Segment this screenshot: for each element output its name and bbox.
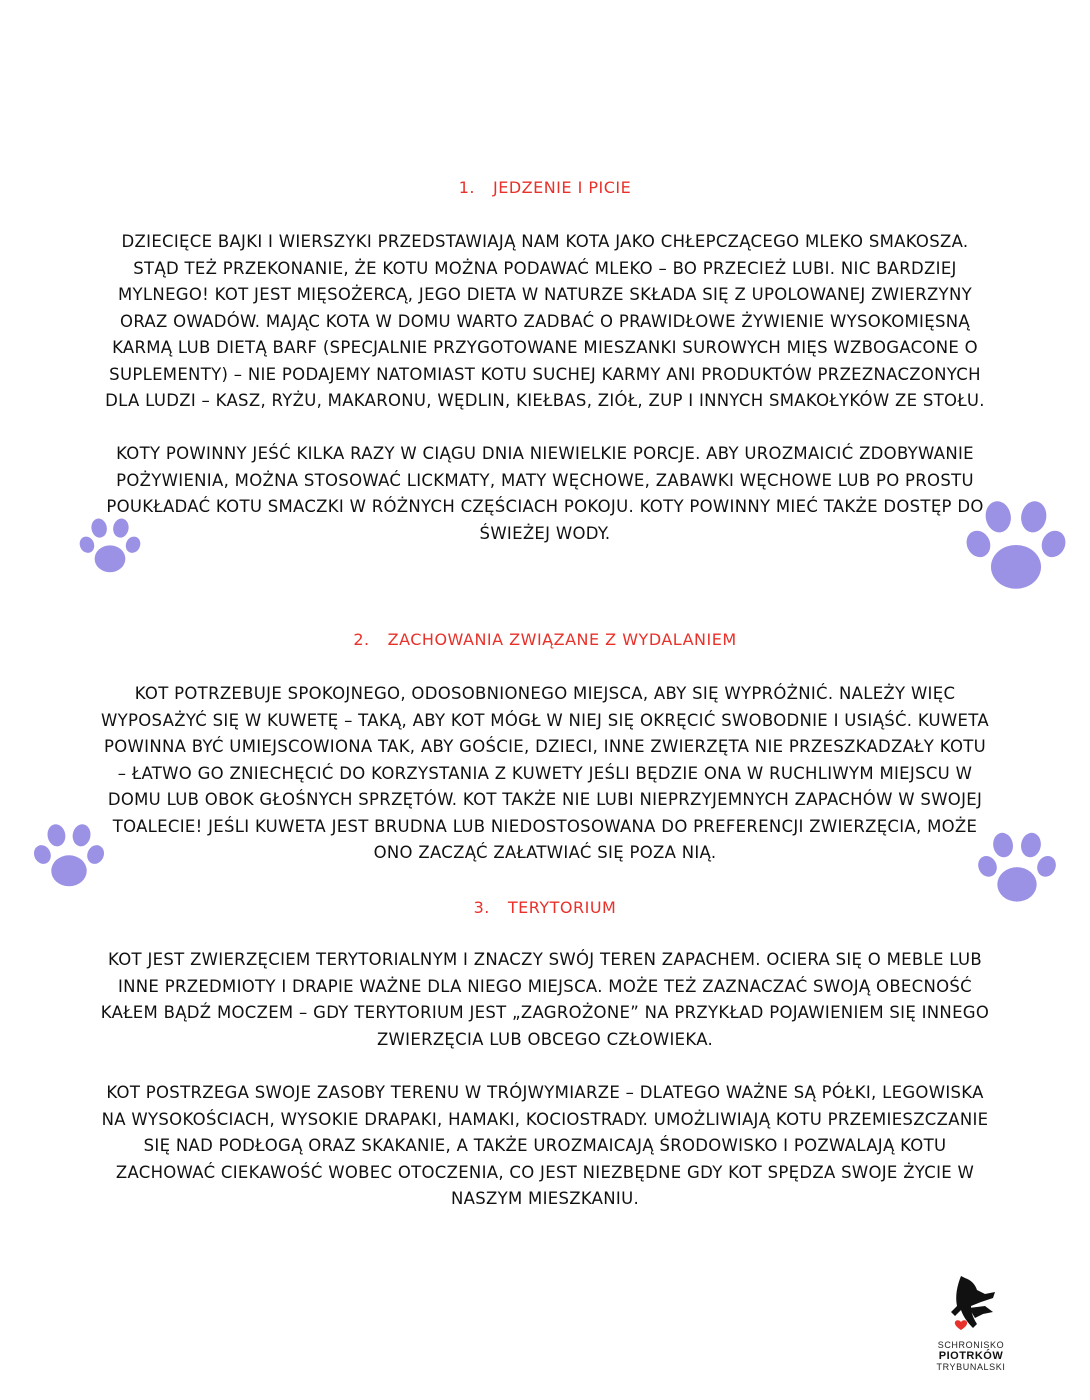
section-1-number: 1.: [458, 178, 475, 197]
heart-icon: [955, 1320, 967, 1330]
section-2-heading: [100, 630, 990, 649]
section-1-paragraph-2: KOTY POWINNY JEŚĆ KILKA RAZY W CIĄGU DNIA NIEWIELKIE PORCJE. ABY UROZMAICIĆ ZDOBYWANIE POŻYWIENIA, MOŻNA STOSOWAĆ LICKMATY, MATY WĘCHOWE, ZABAWKI WĘCHOWE LUB PO PROSTU POUKŁADAĆ KOTU SMACZKI W RÓŻNYCH CZĘŚCIACH POKOJU. KOTY POWINNY MIEĆ TAKŻE DOSTĘP DO ŚWIEŻEJ WODY.: [106, 444, 984, 543]
section-2-paragraph-1: KOT POTRZEBUJE SPOKOJNEGO, ODOSOBNIONEGO MIEJSCA, ABY SIĘ WYPRÓŻNIĆ. NALEŻY WIĘC WYPOSAŻYĆ SIĘ W KUWETĘ – TAKĄ, ABY KOT MÓGŁ W NIEJ SIĘ OKRĘCIĆ SWOBODNIE I USIĄŚĆ. KUWETA POWINNA BYĆ UMIEJSCOWIONA TAK, ABY GOŚCIE, DZIECI, INNE ZWIERZĘTA NIE PRZESZKADZAŁY KOTU – ŁATWO GO ZNIECHĘCIĆ DO KORZYSTANIA Z KUWETY JEŚLI BĘDZIE ONA W RUCHLIWYM MIEJSCU W DOMU LUB OBOK GŁOŚNYCH SPRZĘTÓW. KOT TAKŻE NIE LUBI NIEPRZYJEMNYCH ZAPACHÓW W SWOJEJ TOALECIE! JEŚLI KUWETA JEST BRUDNA LUB NIEDOSTOSOWANA DO PREFERENCJI ZWIERZĘCIA, MOŻE ONO ZACZĄĆ ZAŁATWIAĆ SIĘ POZA NIĄ.: [101, 684, 989, 862]
logo-line-2: PIOTRKÓW: [938, 1350, 1004, 1362]
shelter-logo-icon: [936, 1272, 1006, 1340]
logo-line-1: SCHRONISKO: [937, 1340, 1005, 1350]
section-3-paragraph-1: KOT JEST ZWIERZĘCIEM TERYTORIALNYM I ZNACZY SWÓJ TEREN ZAPACHEM. OCIERA SIĘ O MEBLE LUB INNE PRZEDMIOTY I DRAPIE WAŻNE DLA NIEGO MIEJSCA. MOŻE TEŻ ZAZNACZAĆ SWOJĄ OBECNOŚĆ KAŁEM BĄDŹ MOCZEM – GDY TERYTORIUM JEST „ZAGROŻONE” NA PRZYKŁAD POJAWIENIEM SIĘ INNEGO ZWIERZĘCIA LUB OBCEGO CZŁOWIEKA.: [100, 950, 990, 1049]
paw-print-icon: [78, 516, 142, 576]
section-1-paragraph-1: DZIECIĘCE BAJKI I WIERSZYKI PRZEDSTAWIAJĄ NAM KOTA JAKO CHŁEPCZĄCEGO MLEKO SMAKOSZA. STĄD TEŻ PRZEKONANIE, ŻE KOTU MOŻNA PODAWAĆ MLEKO – BO PRZECIEŻ LUBI. NIC BARDZIEJ MYLNEGO! KOT JEST MIĘSOŻERCĄ, JEGO DIETA W NATURZE SKŁADA SIĘ Z UPOLOWANEJ ZWIERZYNY ORAZ OWADÓW. MAJĄC KOTA W DOMU WARTO ZADBAĆ O PRAWIDŁOWE ŻYWIENIE WYSOKOMIĘSNĄ KARMĄ LUB DIETĄ BARF (SPECJALNIE PRZYGOTOWANE MIESZANKI SUROWYCH MIĘS WZBOGACONE O SUPLEMENTY) – NIE PODAJEMY NATOMIAST KOTU SUCHEJ KARMY ANI PRODUKTÓW PRZEZNACZONYCH DLA LUDZI – KASZ, RYŻU, MAKARONU, WĘDLIN, KIEŁBAS, ZIÓŁ, ZUP I INNYCH SMAKOŁYKÓW ZE STOŁU.: [105, 232, 985, 410]
paw-print-icon: [32, 822, 106, 890]
logo-line-3: TRYBUNALSKI: [936, 1362, 1006, 1372]
section-3-paragraph-2: KOT POSTRZEGA SWOJE ZASOBY TERENU W TRÓJWYMIARZE – DLATEGO WAŻNE SĄ PÓŁKI, LEGOWISKA NA WYSOKOŚCIACH, WYSOKIE DRAPAKI, HAMAKI, KOCIOSTRADY. UMOŻLIWIAJĄ KOTU PRZEMIESZCZANIE SIĘ NAD PODŁOGĄ ORAZ SKAKANIE, A TAKŻE UROZMAICAJĄ ŚRODOWISKO I POZWALAJĄ KOTU ZACHOWAĆ CIEKAWOŚĆ WOBEC OTOCZENIA, CO JEST NIEZBĘDNE GDY KOT SPĘDZA SWOJE ŻYCIE W NASZYM MIESZKANIU.: [101, 1083, 989, 1208]
section-2-number: 2.: [353, 630, 370, 649]
section-2-title: ZACHOWANIA ZWIĄZANE Z WYDALANIEM: [387, 630, 737, 649]
section-1-heading: [100, 178, 990, 197]
paw-print-icon: [961, 498, 1071, 594]
section-3-title: TERYTORIUM: [507, 898, 617, 917]
paw-print-icon: [976, 830, 1058, 906]
section-1-title: JEDZENIE I PICIE: [492, 178, 632, 197]
section-3-heading: [100, 898, 990, 917]
section-3-number: 3.: [473, 898, 490, 917]
shelter-logo: [936, 1272, 1006, 1372]
